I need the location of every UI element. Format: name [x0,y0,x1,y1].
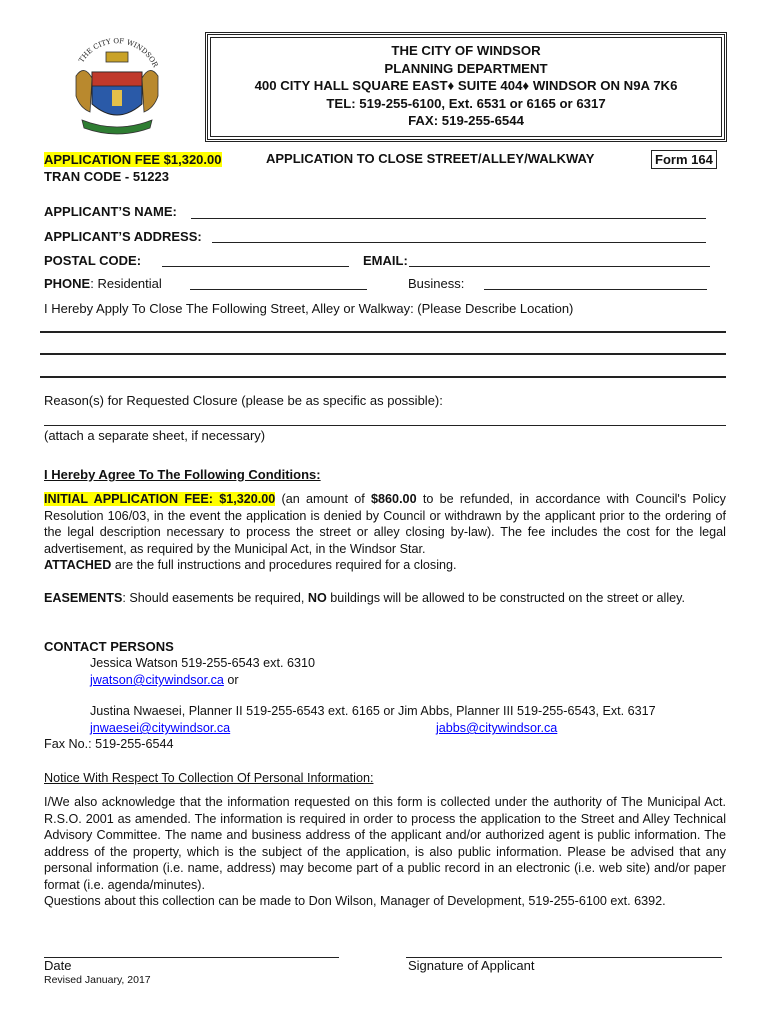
attached-label: ATTACHED [44,558,112,572]
contact-jessica: Jessica Watson 519-255-6543 ext. 6310 [90,656,315,670]
justina-email-link[interactable]: jnwaesei@citywindsor.ca [90,721,231,735]
header-phone: TEL: 519-255-6100, Ext. 6531 or 6165 or 6317 [326,95,606,111]
location-line-1[interactable] [40,331,726,333]
postal-code-row [44,253,141,268]
reason-field[interactable] [44,425,726,426]
easements-no: NO [307,591,327,605]
applicant-name-label: APPLICANT’S NAME: [44,204,177,219]
initial-fee-text-1: (an amount of [275,492,372,506]
easements-paragraph [44,590,726,607]
applicant-address-label: APPLICANT’S ADDRESS: [44,229,202,244]
date-label: Date [44,958,72,973]
easements-text-1: : Should easements be required, [122,591,308,605]
easements-label: EASEMENTS [44,591,123,605]
apply-statement: I Hereby Apply To Close The Following Street, Alley or Walkway: (Please Describe Location) [44,301,574,316]
notice-body [44,794,726,910]
form-title: APPLICATION TO CLOSE STREET/ALLEY/WALKWAY [266,151,595,166]
signature-label: Signature of Applicant [408,958,535,973]
residential-phone-field[interactable] [190,289,367,290]
revised-date: Revised January, 2017 [44,974,151,986]
notice-text: I/We also acknowledge that the information requested on this form is collected under the authority of The Municipal Act. R.S.O. 2001 as amended. The information is required in order to process the application to the Street and Alley Technical Advisory Committee. The name and business address of the applicant and/or authorized agent is public information. The address of the property, which is the subject of the application, is also public information. Please be advised that any personal information (i.e. name, address) may become part of a public record in an electronic (i.e. web site) and/or paper format (i.e. agenda/minutes). [44,795,726,892]
department-header [205,32,727,142]
jessica-email-link[interactable]: jwatson@citywindsor.ca [90,673,224,687]
business-label: Business: [408,276,465,291]
contact-jessica-email-row [90,673,239,687]
jim-email-link[interactable]: jabbs@citywindsor.ca [436,721,558,735]
location-line-2[interactable] [40,353,726,355]
header-department: PLANNING DEPARTMENT [384,60,548,76]
email-row [363,253,408,268]
header-city: THE CITY OF WINDSOR [391,43,541,58]
contacts-heading: CONTACT PERSONS [44,639,174,654]
reason-label: Reason(s) for Requested Closure (please be as specific as possible): [44,393,443,408]
applicant-address-field[interactable] [212,242,706,243]
email-label: EMAIL: [363,253,408,268]
refund-amount: $860.00 [371,492,417,506]
notice-questions: Questions about this collection can be made to Don Wilson, Manager of Development, 519-255-6100 ext. 6392. [44,894,666,908]
notice-heading: Notice With Respect To Collection Of Personal Information: [44,771,374,785]
applicant-address-row [44,229,202,244]
attached-text: are the full instructions and procedures required for a closing. [111,558,457,572]
date-field[interactable] [44,957,339,958]
applicant-name-field[interactable] [191,218,706,219]
tran-code: TRAN CODE - 51223 [44,169,169,184]
phone-label: PHONE [44,276,91,291]
conditions-heading: I Hereby Agree To The Following Conditions: [44,467,321,482]
applicant-name-row [44,204,177,219]
attach-note: (attach a separate sheet, if necessary) [44,428,266,443]
business-phone-field[interactable] [484,289,707,290]
initial-fee-paragraph [44,491,726,574]
header-fax: FAX: 519-255-6544 [408,113,524,128]
jim-email-row [436,721,557,735]
postal-code-label: POSTAL CODE: [44,253,142,268]
header-address: 400 CITY HALL SQUARE EAST♦ SUITE 404♦ WINDSOR ON N9A 7K6 [254,78,678,93]
logo-text: THE CITY OF WINDSOR [77,37,160,69]
initial-fee-label: INITIAL APPLICATION FEE: $1,320.00 [44,492,276,506]
email-field[interactable] [409,266,710,267]
postal-code-field[interactable] [162,266,349,267]
or-text: or [223,673,239,687]
phone-residential-label: : Residential [90,276,162,291]
initial-fee-text-2: to be refunded, in accordance with Council's Policy Resolution 106/03, in the event the application is denied by Council or withdrawn by the applicant prior to the ordering of the legal description necessary to process the street or alley closing by-law). The fee includes the cost for the legal advertisement, as required by the Municipal Act, in the Windsor Star. [44,492,726,556]
form-number: Form 164 [651,150,717,169]
contact-justina-jim: Justina Nwaesei, Planner II 519-255-6543 ext. 6165 or Jim Abbs, Planner III 519-255-6543, Ext. 6317 [90,704,656,718]
phone-row [44,276,162,291]
fee-block [44,151,222,185]
justina-email-row [90,721,230,735]
coat-of-arms-icon [62,34,172,144]
easements-text-2: buildings will be allowed to be constructed on the street or alley. [326,591,685,605]
fax-number: Fax No.: 519-255-6544 [44,737,174,751]
city-logo [62,34,172,144]
location-line-3[interactable] [40,376,726,378]
application-fee: APPLICATION FEE $1,320.00 [44,152,222,167]
